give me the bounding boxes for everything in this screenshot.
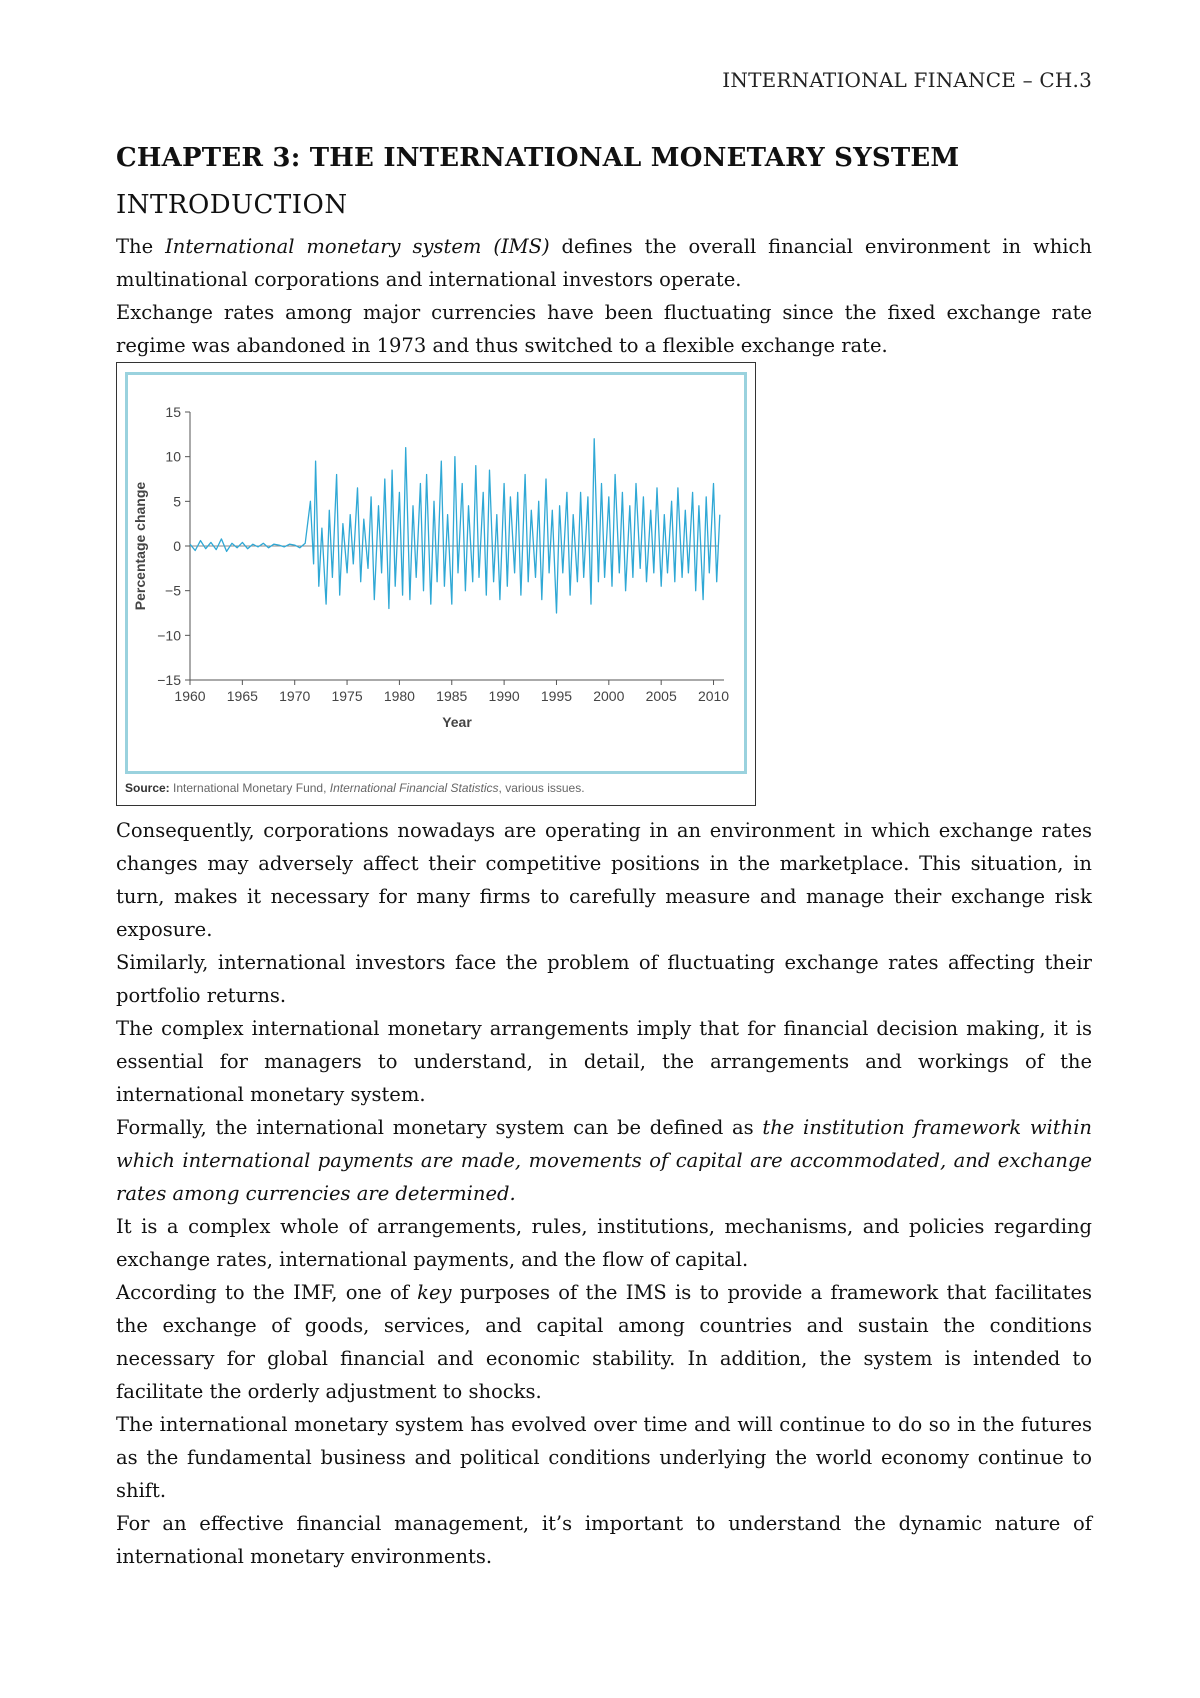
text-run: The xyxy=(116,235,166,258)
figure-source-note xyxy=(125,781,585,795)
y-tick-label: −15 xyxy=(157,672,181,688)
x-tick-label: 1980 xyxy=(383,688,415,704)
text-run: According to the IMF, one of xyxy=(116,1281,418,1304)
x-tick-label: 1970 xyxy=(279,688,311,704)
paragraph-investors: Similarly, international investors face the problem of fluctuating exchange rates affecting their portfolio returns. xyxy=(116,951,1092,1007)
emphasis-text: International monetary system (IMS) xyxy=(165,235,550,258)
y-tick-label: 0 xyxy=(173,538,181,554)
chart-frame xyxy=(125,372,747,774)
paragraph-ims-definition xyxy=(116,230,1092,296)
paragraph-exchange-rates: Exchange rates among major currencies have been fluctuating since the fixed exchange rate regime was abandoned in 1973 and thus switched to a flexible exchange rate. xyxy=(116,301,1092,357)
paragraph-complex-arrangements: The complex international monetary arrangements imply that for financial decision making, it is essential for managers to understand, in detail, the arrangements and workings of the international monetary system. xyxy=(116,1017,1092,1106)
section-heading: INTRODUCTION xyxy=(116,190,348,220)
x-tick-label: 1960 xyxy=(174,688,206,704)
source-label: Source: xyxy=(125,781,170,795)
paragraph-formal-definition xyxy=(116,1111,1092,1210)
intro-block xyxy=(116,230,1092,362)
running-header: INTERNATIONAL FINANCE – CH.3 xyxy=(722,68,1092,92)
chapter-title: CHAPTER 3: THE INTERNATIONAL MONETARY SYSTEM xyxy=(116,143,960,173)
y-axis-label: Percentage change xyxy=(132,481,148,611)
y-tick-label: −10 xyxy=(157,627,181,644)
text-run: Formally, the international monetary system can be defined as xyxy=(116,1116,763,1139)
body-block xyxy=(116,814,1092,1573)
text-run: , various issues. xyxy=(498,781,585,795)
x-tick-label: 1990 xyxy=(488,688,520,704)
x-tick-label: 1995 xyxy=(540,688,573,704)
x-tick-label: 2000 xyxy=(593,688,625,704)
paragraph-complex-whole: It is a complex whole of arrangements, rules, institutions, mechanisms, and policies regarding exchange rates, international payments, and the flow of capital. xyxy=(116,1215,1092,1271)
paragraph-effective-management: For an effective financial management, it’s important to understand the dynamic nature of international monetary environments. xyxy=(116,1512,1092,1568)
text-run: International Monetary Fund, xyxy=(169,781,330,795)
y-tick-label: 10 xyxy=(165,448,181,465)
figure-exchange-rate-chart xyxy=(116,362,756,806)
emphasis-text: the institution framework within which international payments are made, movements of capital are accommodated, and exchange rates among currencies are determined. xyxy=(116,1116,1092,1205)
emphasis-text: International Financial Statistics xyxy=(329,781,499,795)
y-tick-label: 5 xyxy=(173,493,181,510)
x-tick-label: 2005 xyxy=(645,688,677,704)
x-tick-label: 1965 xyxy=(226,688,258,704)
y-tick-label: −5 xyxy=(165,582,181,599)
paragraph-imf-purposes xyxy=(116,1276,1092,1408)
series-line xyxy=(190,439,720,613)
x-axis-label: Year xyxy=(442,714,472,730)
text-run: defines the overall financial environment in which multinational corporations and international investors operate. xyxy=(116,235,1092,291)
paragraph-evolution: The international monetary system has evolved over time and will continue to do so in the futures as the fundamental business and political conditions underlying the world economy continue to shift. xyxy=(116,1413,1092,1502)
line-chart xyxy=(128,375,744,771)
emphasis-text: key xyxy=(417,1281,452,1304)
x-tick-label: 1975 xyxy=(331,688,363,704)
paragraph-consequently: Consequently, corporations nowadays are operating in an environment in which exchange rates changes may adversely affect their competitive positions in the marketplace. This situation, in turn, makes it necessary for many firms to carefully measure and manage their exchange risk exposure. xyxy=(116,819,1092,941)
x-tick-label: 2010 xyxy=(697,688,730,704)
text-run: purposes of the IMS is to provide a framework that facilitates the exchange of goods, services, and capital among countries and sustain the conditions necessary for global financial and economic stability. In addition, the system is intended to facilitate the orderly adjustment to shocks. xyxy=(116,1281,1093,1403)
y-tick-label: 15 xyxy=(165,404,181,420)
x-tick-label: 1985 xyxy=(436,688,468,704)
